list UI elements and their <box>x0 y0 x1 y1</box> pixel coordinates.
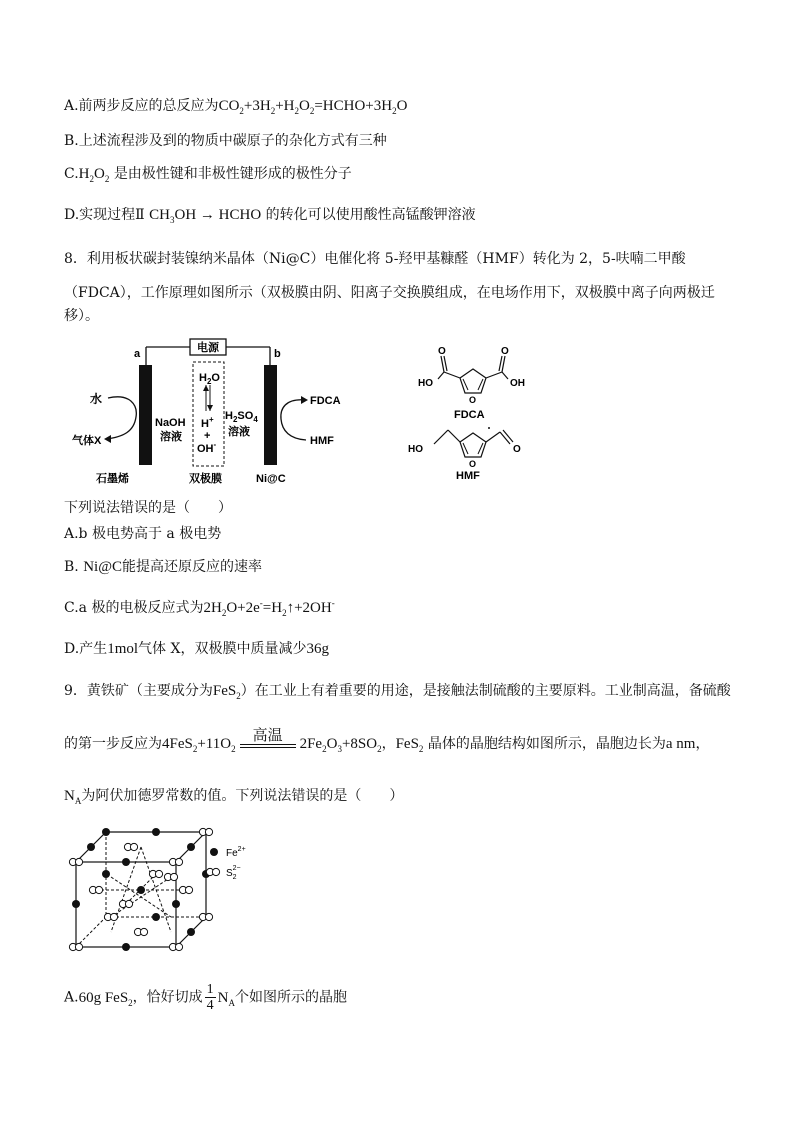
q8-question: 下列说法错误的是（ ） <box>64 500 232 516</box>
electrolysis-figure <box>72 335 370 495</box>
legend-s2-icon <box>206 868 219 875</box>
svg-text:O: O <box>513 444 521 455</box>
plus-sign: + <box>204 430 211 442</box>
h-plus-ion: H+ <box>201 415 214 430</box>
q7-option-d: D.实现过程Ⅱ $CH_3OH$ → HCHO 的转化可以使用酸性高锰酸钾溶液 <box>64 207 476 225</box>
q8-stem-line1: 8．利用板状碳封装镍纳米晶体（Ni@C）电催化将 5-羟甲基糠醛（HMF）转化为 2，5-呋喃二甲酸 <box>64 251 686 267</box>
one-quarter-fraction: $\frac{1}{4}$ <box>206 982 214 1013</box>
svg-text:OH: OH <box>510 378 525 389</box>
fdca-structure <box>418 346 525 421</box>
q8-option-c: C.a 极的电极反应式为$2H_2O+2e^-=H_2↑+2OH^-$ <box>64 598 335 618</box>
legend-fe-label: $Fe^{2+}$ <box>226 846 246 859</box>
naoh-solution-label: 溶液 <box>160 431 182 443</box>
hmf-label: HMF <box>310 435 334 447</box>
svg-text:HO: HO <box>408 444 423 455</box>
q7-option-c: $C.H_2O_2$ 是由极性键和非极性键形成的极性分子 <box>64 166 352 184</box>
fes2-unit-cell-figure <box>66 822 266 952</box>
q8-stem-line3: 移）。 <box>64 308 99 324</box>
power-source-label: 电源 <box>197 342 219 354</box>
bipolar-membrane-label: 双极膜 <box>189 473 222 485</box>
naoh-label: NaOH <box>155 417 186 429</box>
right-reaction-curve <box>281 400 306 440</box>
electrode-a-label: a <box>134 348 141 360</box>
q9-stem-line3: $N_A$为阿伏加德罗常数的值。下列说法错误的是（ ） <box>64 788 404 806</box>
h2so4-solution-label: 溶液 <box>228 426 250 438</box>
svg-text:HO: HO <box>418 378 433 389</box>
q8-stem-line2: （FDCA），工作原理如图所示（双极膜由阴、阳离子交换膜组成，在电场作用下，双极膜中离子向两极迁 <box>64 285 715 301</box>
hmf-structure <box>408 427 521 482</box>
fdca-label: FDCA <box>310 395 341 407</box>
q9-stem-line2: 的第一步反应为$4FeS_2+11O_2$ 高温 $2Fe_2O_3+8SO_2$，FeS$_2$ 晶体的晶胞结构如图所示，晶胞边长为a nm， <box>64 726 710 754</box>
legend-s2-label: $S_22-$ <box>226 865 241 881</box>
left-reaction-curve <box>106 397 136 439</box>
legend-fe-icon <box>210 848 218 856</box>
svg-text:O: O <box>501 346 509 357</box>
electrode-b-nic <box>264 365 277 465</box>
electrode-a-graphene <box>139 365 152 465</box>
svg-text:FDCA: FDCA <box>454 409 485 421</box>
oh-minus-ion: OH- <box>197 440 217 455</box>
q8-option-a: A.b 极电势高于 a 极电势 <box>64 526 222 542</box>
electrode-b-label: b <box>274 348 281 360</box>
q9-stem-line1: 9．黄铁矿（主要成分为FeS$_2$）在工业上有着重要的用途，是接触法制硫酸的主要原料。工业制高温，备硫酸 <box>64 683 731 701</box>
h2o-formula: $H_2O$ <box>199 372 220 386</box>
svg-text:HMF: HMF <box>456 470 480 482</box>
graphene-label: 石墨烯 <box>96 473 129 485</box>
q7-option-b: B.上述流程涉及到的物质中碳原子的杂化方式有三种 <box>64 133 387 149</box>
nic-label: Ni@C <box>256 473 286 485</box>
svg-text:O: O <box>469 459 477 469</box>
fdca-arrowhead <box>301 396 308 404</box>
water-label: 水 <box>90 392 103 406</box>
reaction-condition: 高温 <box>240 726 296 748</box>
dissociation-arrowhead-down <box>207 405 213 411</box>
gas-x-arrowhead <box>104 435 111 443</box>
h2so4-formula: $H_2SO_4$ <box>225 410 258 424</box>
svg-text:O: O <box>438 346 446 357</box>
molecule-structures <box>400 340 560 490</box>
q8-option-b: B. Ni@C能提高还原反应的速率 <box>64 559 263 575</box>
svg-text:O: O <box>469 395 477 405</box>
q7-option-a: A.前两步反应的总反应为$CO_2+3H_2+H_2O_2=HCHO+3H_2O$ <box>64 98 408 116</box>
gas-x-label: 气体X <box>72 435 102 447</box>
q8-option-d: D.产生1mol气体 X，双极膜中质量减少36g <box>64 641 329 657</box>
q9-option-a: A.60g FeS$_2$，恰好切成 $\frac{1}{4}$ $N_A$个如图所示的晶胞 <box>64 982 347 1013</box>
